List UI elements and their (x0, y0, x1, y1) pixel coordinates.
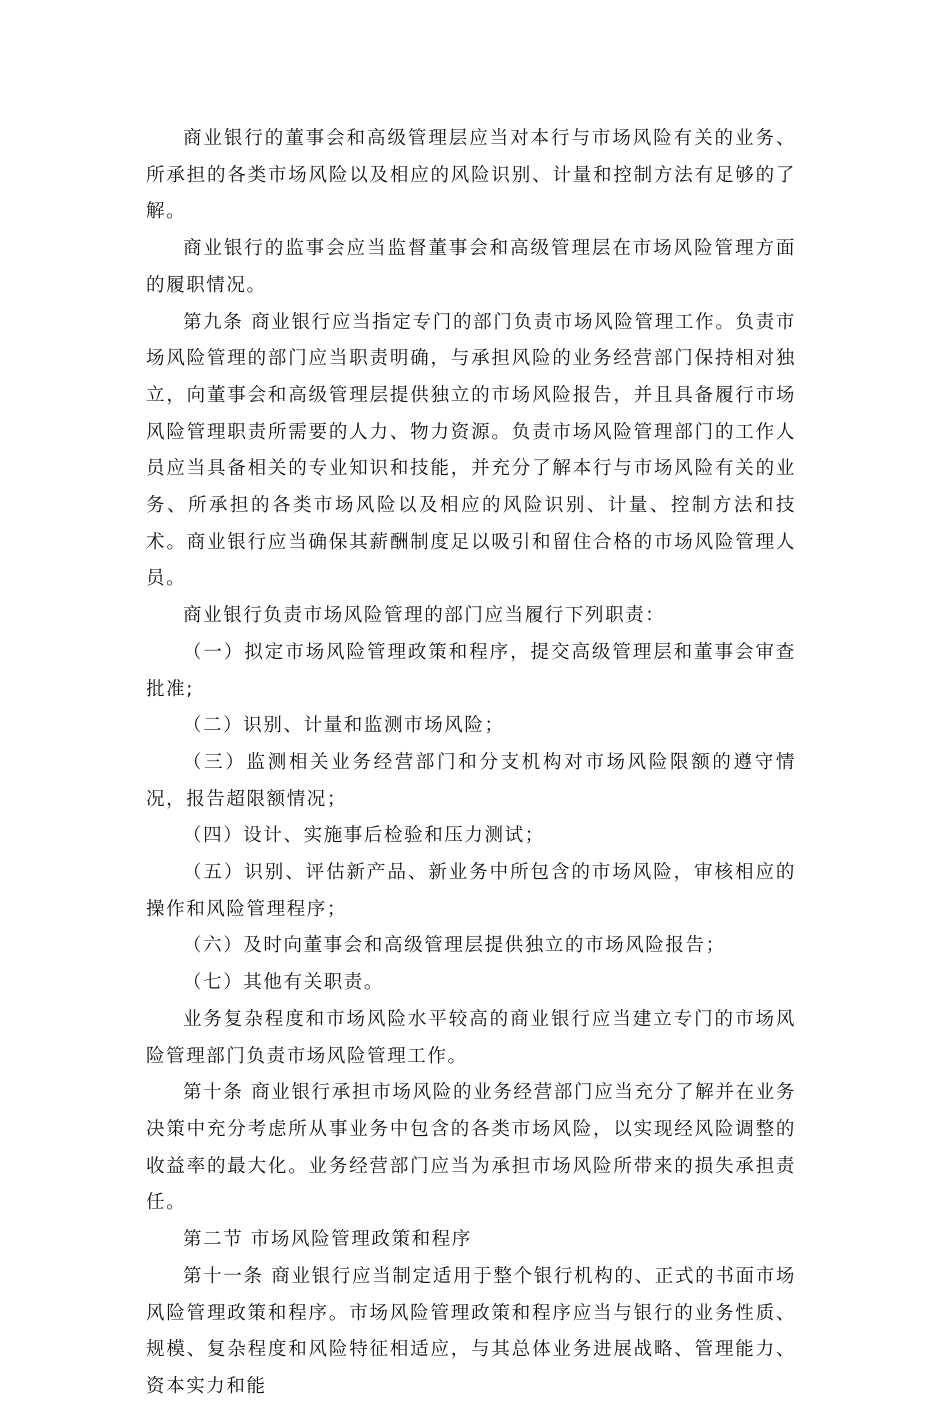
article-10: 第十条 商业银行承担市场风险的业务经营部门应当充分了解并在业务决策中充分考虑所从事业务中包含的各类市场风险，以实现经风险调整的收益率的最大化。业务经营部门应当为承担市场风险所带来的损失承担责任。 (146, 1082, 796, 1214)
section-heading-2: 第二节 市场风险管理政策和程序 (183, 1229, 472, 1251)
duty-item-1: （一）拟定市场风险管理政策和程序，提交高级管理层和董事会审查批准; (146, 641, 796, 700)
paragraph-dedicated-department: 业务复杂程度和市场风险水平较高的商业银行应当建立专门的市场风险管理部门负责市场风险管理工作。 (146, 1008, 796, 1067)
duty-item-6: （六）及时向董事会和高级管理层提供独立的市场风险报告； (183, 935, 726, 957)
duty-item-3: （三）监测相关业务经营部门和分支机构对市场风险限额的遵守情况，报告超限额情况； (146, 751, 796, 810)
document-body (146, 121, 796, 1406)
paragraph-board-understanding: 商业银行的董事会和高级管理层应当对本行与市场风险有关的业务、所承担的各类市场风险以及相应的风险识别、计量和控制方法有足够的了解。 (146, 128, 796, 223)
duty-item-5: （五）识别、评估新产品、新业务中所包含的市场风险，审核相应的操作和风险管理程序； (146, 862, 796, 920)
paragraph-duties-intro: 商业银行负责市场风险管理的部门应当履行下列职责： (183, 605, 666, 627)
duty-item-2: （二）识别、计量和监测市场风险； (183, 715, 505, 737)
duty-item-4: （四）设计、实施事后检验和压力测试； (183, 825, 545, 847)
paragraph-supervisory-board: 商业银行的监事会应当监督董事会和高级管理层在市场风险管理方面的履职情况。 (146, 238, 796, 296)
article-9: 第九条 商业银行应当指定专门的部门负责市场风险管理工作。负责市场风险管理的部门应当职责明确，与承担风险的业务经营部门保持相对独立，向董事会和高级管理层提供独立的市场风险报告，并且具备履行市场风险管理职责所需要的人力、物力资源。负责市场风险管理部门的工作人员应当具备相关的专业知识和技能，并充分了解本行与市场风险有关的业务、所承担的各类市场风险以及相应的风险识别、计量、控制方法和技术。商业银行应当确保其薪酬制度足以吸引和留住合格的市场风险管理人员。 (146, 311, 796, 590)
duty-item-7: （七）其他有关职责。 (183, 972, 385, 994)
article-11: 第十一条 商业银行应当制定适用于整个银行机构的、正式的书面市场风险管理政策和程序。市场风险管理政策和程序应当与银行的业务性质、规模、复杂程度和风险特征相适应，与其总体业务进展战略、管理能力、资本实力和能 (146, 1265, 796, 1397)
